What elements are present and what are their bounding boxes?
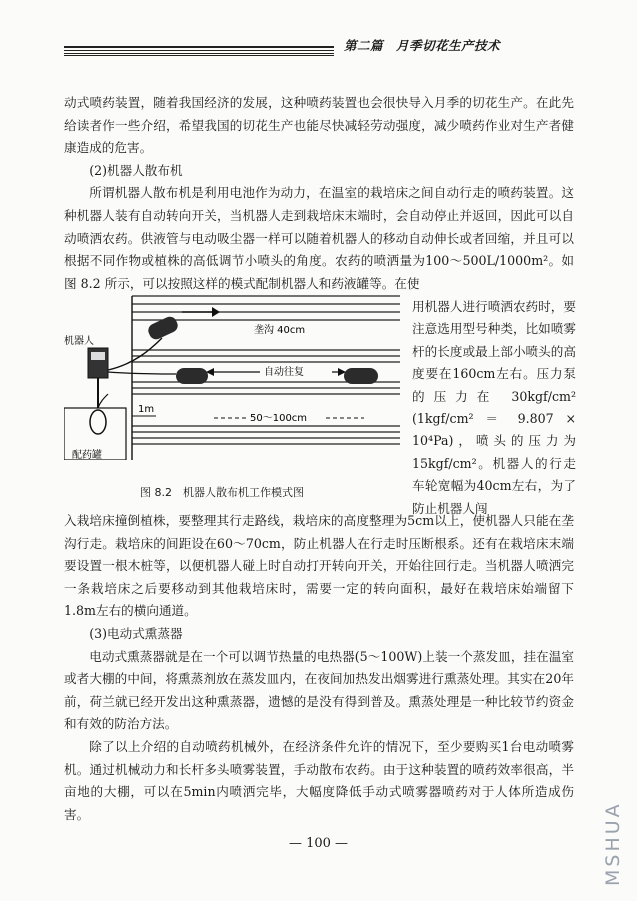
label-bed-width: 50～100cm [250,413,308,424]
page-number: — 100 — [288,836,349,851]
label-spray-tank: 配药罐 [72,450,102,460]
paragraph-3: 电动式熏蒸器就是在一个可以调节热量的电热器(5～100W)上装一个蒸发皿，挂在温室或者大棚的中间，将熏蒸剂放在蒸发皿内，在夜间加热发出烟雾进行熏蒸处理。其实在20年前，荷兰就已经开发出这种熏蒸器，遗憾的是没有得到普及。熏蒸处理是一种比较节约资金和有效的防治方法。 [64,648,574,732]
label-1m: 1m [138,404,155,415]
text-block-wrap [412,296,576,520]
running-header: 第二篇 月季切花生产技术 [344,38,501,53]
watermark [598,780,628,890]
robot-figure [88,348,108,408]
paragraph-2-wrap: 用机器人进行喷洒农药时，要注意选用型号种类，比如喷雾杆的长度或最上部小喷头的高度要在160cm左右。压力泵的压力在 30kgf/cm² (1kgf/cm² ＝ 9.807 × 10⁴Pa)，喷头的压力为15kgf/cm²。机器人的行走车轮宽幅为40cm左右，为了防止机器人闯 [412,299,576,516]
text-block-lower [64,510,574,826]
paragraph-1: 动式喷药装置，随着我国经济的发展，这种喷药装置也会很快导入月季的切花生产。在此先给读者作一些介绍，希望我国的切花生产也能尽快减轻劳动强度，减少喷药作业对生产者健康造成的危害。 [64,95,574,156]
paragraph-2-rest: 入栽培床撞倒植株，要整理其行走路线，栽培床的高度整理为5cm以上，使机器人只能在垄沟行走。栽培床的间距设在60～70cm，防止机器人在行走时压断根系。还有在栽培床末端要设置一根木桩等，以便机器人碰上时自动打开转向开关，开始往回行走。当机器人喷洒完一条栽培床之后要移动到其他栽培床时，需要一定的转向面积，最好在栽培床始端留下1.8m左右的横向通道。 [64,513,574,619]
label-furrow: 垄沟 40cm [254,325,306,336]
text-block-upper [64,92,574,295]
paragraph-2-full: 所谓机器人散布机是利用电池作为动力，在温室的栽培床之间自动行走的喷药装置。这种机器人装有自动转向开关，当机器人走到栽培床末端时，会自动停止并返回，因此可以自动喷洒农药。供液管与电动吸尘器一样可以随着机器人的移动自动伸长或者回缩，并且可以根据不同作物或植株的高低调节小喷头的角度。农药的喷洒量为100～500L/1000m²。如图 8.2 所示，可以按照这样的模式配制机器人和药液罐等。在使 [64,185,574,291]
heading-robot-sprayer: (2)机器人散布机 [89,162,183,178]
figure-caption: 图 8.2 机器人散布机工作模式图 [140,486,304,499]
paragraph-4: 除了以上介绍的自动喷药机械外，在经济条件允许的情况下，至少要购买1台电动喷雾机。通过机械动力和长杆多头喷雾装置，手动散布农药。由于这种装置的喷药效率很高，半亩地的大棚，可以在5min内喷洒完毕，大幅度降低手动式喷雾器喷药对于人体所造成伤害。 [64,738,574,822]
watermark-text: MSHUA [602,801,624,886]
label-auto-shuttle: 自动往复 [264,367,304,378]
robot-mid-left-figure [176,368,208,384]
figure-diagram [64,290,400,460]
robot-mid-right-figure [344,368,378,384]
heading-electric-fumigator: (3)电动式熏蒸器 [89,625,183,641]
label-robot: 机器人 [64,336,94,347]
header-rule [64,46,334,56]
figure-robot-sprayer [64,290,400,460]
